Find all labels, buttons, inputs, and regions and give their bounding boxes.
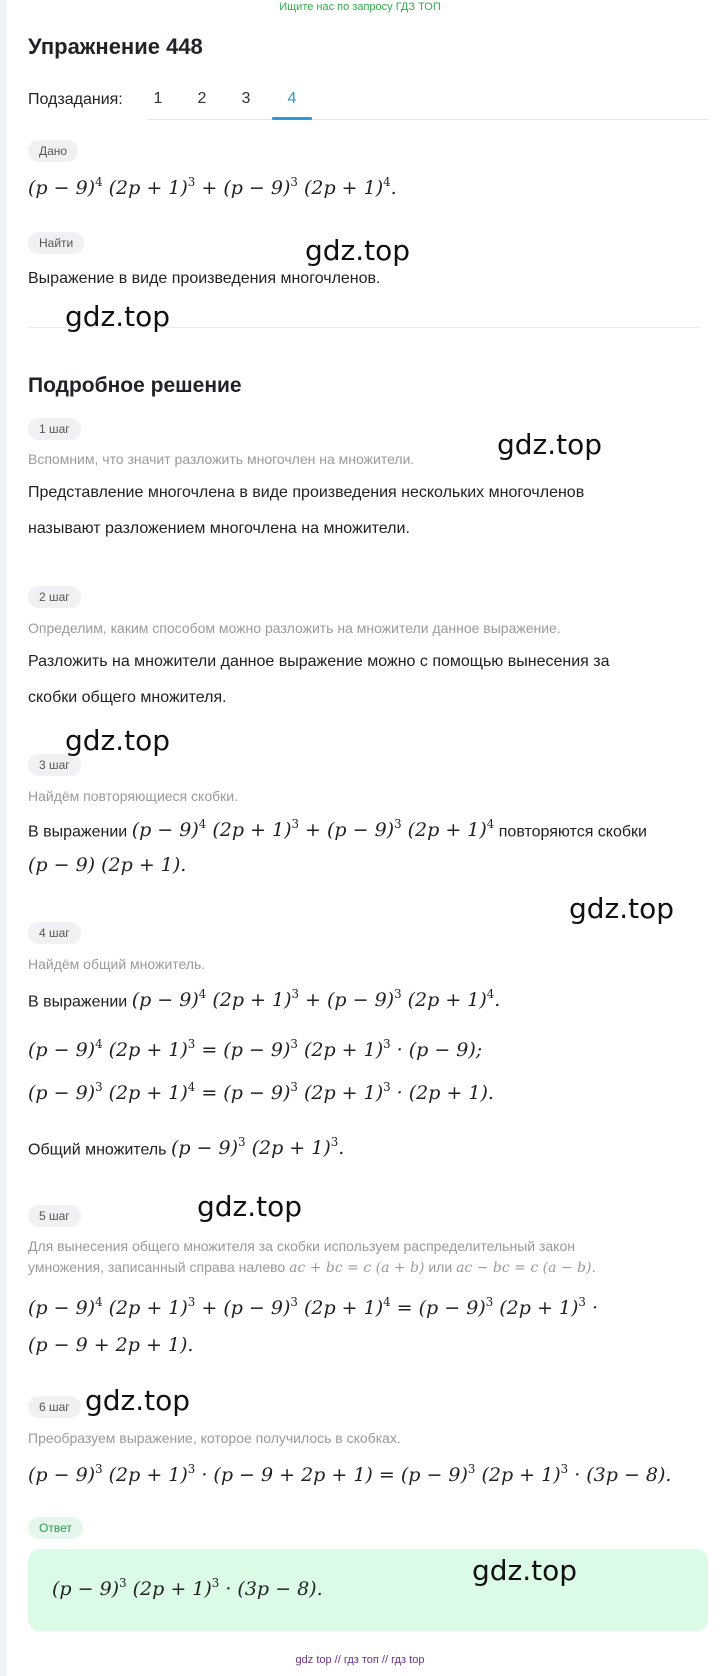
step-2-line-1: Разложить на множители данное выражение можно с помощью вынесения за <box>28 653 610 670</box>
tab-3[interactable]: 3 <box>241 90 251 107</box>
answer-expression: $(p - 9)^3$ $(2p + 1)^3 \cdot (3p - 8)$. <box>52 1575 323 1601</box>
watermark: gdz.top <box>472 1554 578 1587</box>
step-4-badge: 4 шаг <box>28 922 81 944</box>
step-4-hint: Найдём общий множитель. <box>28 956 206 972</box>
step-5-badge: 5 шаг <box>28 1205 81 1227</box>
step-5-equation: $(p - 9)^4$ $(2p + 1)^3 + (p - 9)^3$ $(2p + 1)^4 = (p - 9)^3$ $(2p + 1)^3$ · <box>28 1294 599 1320</box>
tab-4[interactable]: 4 <box>287 90 297 107</box>
subtasks-bar <box>28 90 708 122</box>
step-3-statement: В выражении $(p - 9)^4$ $(2p + 1)^3 + (p - 9)^3$ $(2p + 1)^4$ повторяются скобки <box>28 816 647 842</box>
watermark: gdz.top <box>497 428 603 461</box>
tab-1[interactable]: 1 <box>153 90 163 107</box>
watermark: gdz.top <box>569 892 675 925</box>
subtasks-label: Подзадания: <box>28 91 123 108</box>
step-6-hint: Преобразуем выражение, которое получилось в скобках. <box>28 1430 401 1446</box>
step-3-hint: Найдём повторяющиеся скобки. <box>28 788 238 804</box>
step-1-line-2: называют разложением многочлена на множители. <box>28 520 410 537</box>
step-4-statement: В выражении $(p - 9)^4$ $(2p + 1)^3 + (p - 9)^3$ $(2p + 1)^4$. <box>28 986 501 1012</box>
subtasks-divider <box>148 119 708 120</box>
step-3-badge: 3 шаг <box>28 754 81 776</box>
top-banner: Ищите нас по запросу ГДЗ ТОП <box>279 1 441 13</box>
watermark: gdz.top <box>65 300 171 333</box>
step-6-badge: 6 шаг <box>28 1396 81 1418</box>
step-3-brackets: (p − 9) (2p + 1). <box>28 854 187 876</box>
answer-box <box>28 1549 708 1631</box>
step-5-hint-2: умножения, записанный справа налево ac + bc = c (a + b) или ac − bc = c (a − b). <box>28 1259 596 1276</box>
given-badge: Дано <box>28 140 78 162</box>
watermark: gdz.top <box>305 234 411 267</box>
solution-title: Подробное решение <box>28 374 242 397</box>
watermark: gdz.top <box>65 724 171 757</box>
watermark: gdz.top <box>85 1384 191 1417</box>
given-expression: $(p - 9)^4$ $(2p + 1)^3 + (p - 9)^3$ $(2p + 1)^4$. <box>28 174 397 200</box>
active-tab-indicator <box>272 117 312 120</box>
step-5-equation-cont: (p − 9 + 2p + 1). <box>28 1334 194 1356</box>
tab-2[interactable]: 2 <box>197 90 207 107</box>
find-text: Выражение в виде произведения многочленов. <box>28 270 381 287</box>
step-5-hint-1: Для вынесения общего множителя за скобки используем распределительный закон <box>28 1238 575 1254</box>
step-1-line-1: Представление многочлена в виде произведения нескольких многочленов <box>28 484 585 501</box>
step-1-hint: Вспомним, что значит разложить многочлен на множители. <box>28 451 415 467</box>
footer: gdz top // гдз топ // гдз top <box>295 1654 425 1666</box>
step-2-line-2: скобки общего множителя. <box>28 689 227 706</box>
step-1-badge: 1 шаг <box>28 418 81 440</box>
page-title: Упражнение 448 <box>28 34 203 59</box>
watermark: gdz.top <box>197 1190 303 1223</box>
find-badge: Найти <box>28 232 84 254</box>
step-4-common-factor: Общий множитель $(p - 9)^3$ $(2p + 1)^3$. <box>28 1134 345 1160</box>
answer-badge: Ответ <box>28 1517 83 1539</box>
step-4-equation-2: $(p - 9)^3$ $(2p + 1)^4 = (p - 9)^3$ $(2p + 1)^3 \cdot (2p + 1)$. <box>28 1079 494 1105</box>
step-2-hint: Определим, каким способом можно разложить на множители данное выражение. <box>28 620 561 636</box>
step-4-equation-1: $(p - 9)^4$ $(2p + 1)^3 = (p - 9)^3$ $(2p + 1)^3 \cdot (p - 9)$; <box>28 1036 483 1062</box>
step-6-equation: $(p - 9)^3$ $(2p + 1)^3 \cdot (p - 9 + 2p + 1) = (p - 9)^3$ $(2p + 1)^3 \cdot (3p - 8)$. <box>28 1461 672 1487</box>
step-2-badge: 2 шаг <box>28 586 81 608</box>
left-edge-bar <box>0 0 6 1676</box>
